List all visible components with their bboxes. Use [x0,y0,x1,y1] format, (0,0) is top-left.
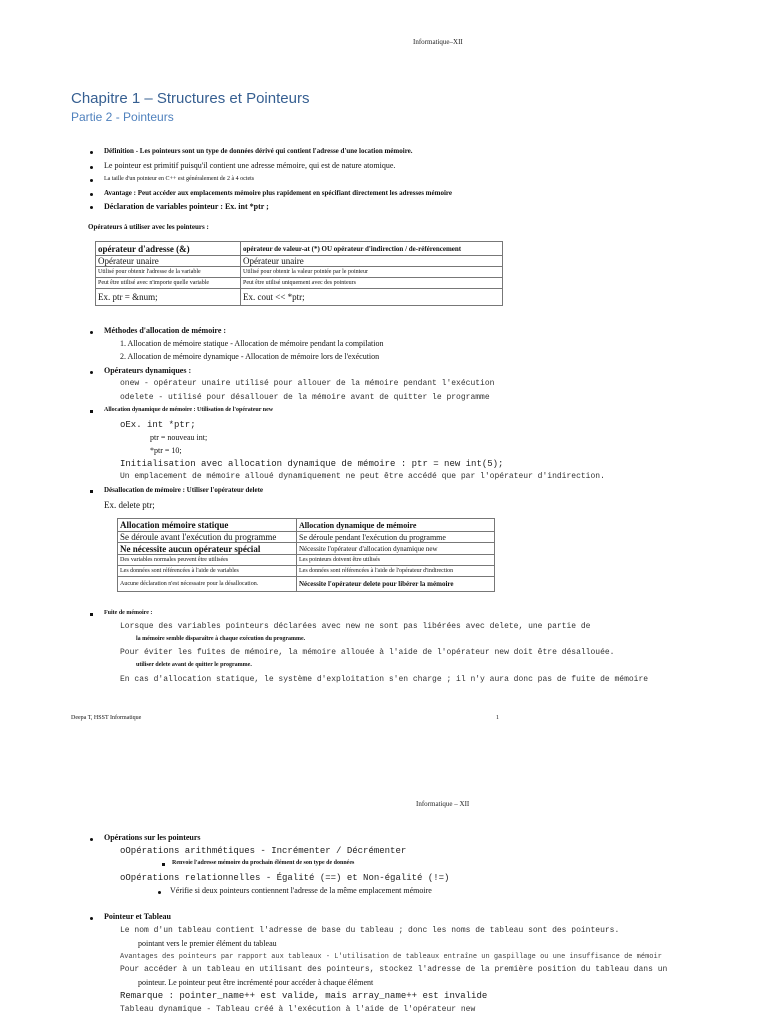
table-cell: Se déroule pendant l'exécution du programme [297,532,495,543]
bullet-icon [90,490,93,493]
bullet-icon [90,151,93,154]
leak-line: Lorsque des variables pointeurs déclarées avec new ne sont pas libérées avec delete, une partie de [120,622,591,631]
init-line: Initialisation avec allocation dynamique de mémoire : ptr = new int(5); [120,459,504,469]
table-cell: Peut être utilisé uniquement avec des pointeurs [241,278,503,289]
pointer-array-heading: Pointeur et Tableau [104,912,171,921]
array-line: Avantages des pointeurs par rapport aux tableaux - L'utilisation de tableaux entraîne un gaspillage ou une insuffisance de mémoir [120,953,662,961]
table-cell: Utilisé pour obtenir l'adresse de la variable [96,267,241,278]
array-line: Le nom d'un tableau contient l'adresse de base du tableau ; donc les noms de tableau sont des pointeurs. [120,926,620,935]
list-item: Avantage : Peut accéder aux emplacements mémoire plus rapidement en spécifiant directement les adresses mémoire [104,189,452,197]
table-row [96,256,503,267]
list-item: Renvoie l'adresse mémoire du prochain élément de son type de données [172,860,355,866]
list-item: oOpérations relationnelles - Égalité (==) et Non-égalité (!=) [120,873,450,883]
table-cell: Utilisé pour obtenir la valeur pointée par le pointeur [241,267,503,278]
page-header: Informatique–XII [413,38,463,46]
list-item: odelete - utilisé pour désallouer de la mémoire avant de quitter le programme [120,393,490,402]
operators-heading: Opérateurs à utiliser avec les pointeurs : [88,223,209,231]
list-item: Vérifie si deux pointeurs contiennent l'adresse de la même emplacement mémoire [170,886,432,895]
chapter-title: Chapitre 1 – Structures et Pointeurs [71,90,310,107]
table-cell: opérateur de valeur-at (*) OU opérateur d'indirection / de-référencement [241,242,503,256]
delete-example: Ex. delete ptr; [104,500,155,510]
code-line: *ptr = 10; [150,446,182,455]
list-item: Définition - Les pointeurs sont un type de données dérivé qui contient l'adresse d'une location mémoire. [104,147,413,155]
dyn-ops-heading: Opérateurs dynamiques : [104,366,192,375]
bullet-icon [90,410,93,413]
table-cell: Se déroule avant l'exécution du programme [118,532,297,543]
table-row [96,278,503,289]
pointer-ops-heading: Opérations sur les pointeurs [104,833,201,842]
table-cell: Ex. cout << *ptr; [241,289,503,306]
table-row [118,566,495,577]
bullet-icon [90,206,93,209]
table-cell: Peut être utilisé avec n'importe quelle variable [96,278,241,289]
table-cell: Les données sont référencées à l'aide de l'opérateur d'indirection [297,566,495,577]
bullet-icon [90,179,93,182]
code-line: ptr = nouveau int; [150,433,208,442]
operators-table [95,241,503,306]
bullet-icon [158,891,161,894]
bullet-icon [90,613,93,616]
alloc-methods-heading: Méthodes d'allocation de mémoire : [104,326,227,335]
array-line: Pour accéder à un tableau en utilisant des pointeurs, stockez l'adresse de la première position du tableau dans un [120,965,668,974]
table-cell: Opérateur unaire [96,256,241,267]
leak-line: En cas d'allocation statique, le système d'exploitation s'en charge ; il n'y aura donc pas de fuite de mémoire [120,675,649,684]
leak-line: Pour éviter les fuites de mémoire, la mémoire allouée à l'aide de l'opérateur new doit être désallouée. [120,648,615,657]
table-cell: Allocation dynamique de mémoire [297,519,495,532]
remark-line: Remarque : pointer_name++ est valide, mais array_name++ est invalide [120,991,488,1001]
table-cell: Ex. ptr = &num; [96,289,241,306]
page-footer-author: Deepa T, HSST Informatique [71,715,142,721]
table-row [118,519,495,532]
table-cell: Nécessite l'opérateur delete pour libérer la mémoire [297,577,495,592]
bullet-icon [90,166,93,169]
page-header: Informatique – XII [416,800,470,808]
list-item: Déclaration de variables pointeur : Ex. int *ptr ; [104,202,269,211]
delete-heading: Désallocation de mémoire : Utiliser l'opérateur delete [104,486,264,494]
bullet-icon [90,193,93,196]
chapter-subtitle: Partie 2 - Pointeurs [71,110,174,124]
table-cell: Les pointeurs doivent être utilisés [297,555,495,566]
bullet-icon [162,863,165,866]
page-number: 1 [496,715,499,721]
list-item: La taille d'un pointeur en C++ est généralement de 2 à 4 octets [104,176,255,182]
table-row [96,242,503,256]
table-cell: Ne nécessite aucun opérateur spécial [118,543,297,555]
table-row [96,267,503,278]
list-item: oOpérations arithmétiques - Incrémenter / Décrémenter [120,846,407,856]
table-row [118,577,495,592]
bullet-icon [90,371,93,374]
table-row [96,289,503,306]
leak-line: la mémoire semble disparaître à chaque exécution du programme. [136,636,306,642]
table-row [118,543,495,555]
new-operator-heading: Allocation dynamique de mémoire : Utilisation de l'opérateur new [104,407,274,413]
table-cell: Allocation mémoire statique [118,519,297,532]
table-cell: Opérateur unaire [241,256,503,267]
code-line: oEx. int *ptr; [120,420,196,430]
table-row [118,555,495,566]
bullet-icon [90,331,93,334]
list-item: 2. Allocation de mémoire dynamique - Allocation de mémoire lors de l'exécution [120,352,380,361]
table-row [118,532,495,543]
table-cell: Nécessite l'opérateur d'allocation dynamique new [297,543,495,555]
bullet-icon [90,917,93,920]
allocation-comparison-table [117,518,495,592]
table-cell: Les données sont référencées à l'aide de variables [118,566,297,577]
table-cell: opérateur d'adresse (&) [96,242,241,256]
table-cell: Aucune déclaration n'est nécessaire pour la désallocation. [118,577,297,592]
list-item: onew - opérateur unaire utilisé pour allouer de la mémoire pendant l'exécution [120,379,495,388]
array-line: Tableau dynamique - Tableau créé à l'exécution à l'aide de l'opérateur new [120,1005,476,1014]
leak-line: utiliser delete avant de quitter le programme. [136,662,252,668]
indirection-note: Un emplacement de mémoire alloué dynamiquement ne peut être accédé que par l'opérateur d'indirection. [120,472,605,481]
bullet-icon [90,838,93,841]
memory-leak-heading: Fuite de mémoire : [104,610,153,616]
list-item: 1. Allocation de mémoire statique - Allocation de mémoire pendant la compilation [120,339,384,348]
list-item: Le pointeur est primitif puisqu'il contient une adresse mémoire, qui est de nature atomique. [104,161,396,170]
table-cell: Des variables normales peuvent être utilisées [118,555,297,566]
array-line: pointant vers le premier élément du tableau [138,939,277,948]
array-line: pointeur. Le pointeur peut être incrémenté pour accéder à chaque élément [138,978,374,987]
